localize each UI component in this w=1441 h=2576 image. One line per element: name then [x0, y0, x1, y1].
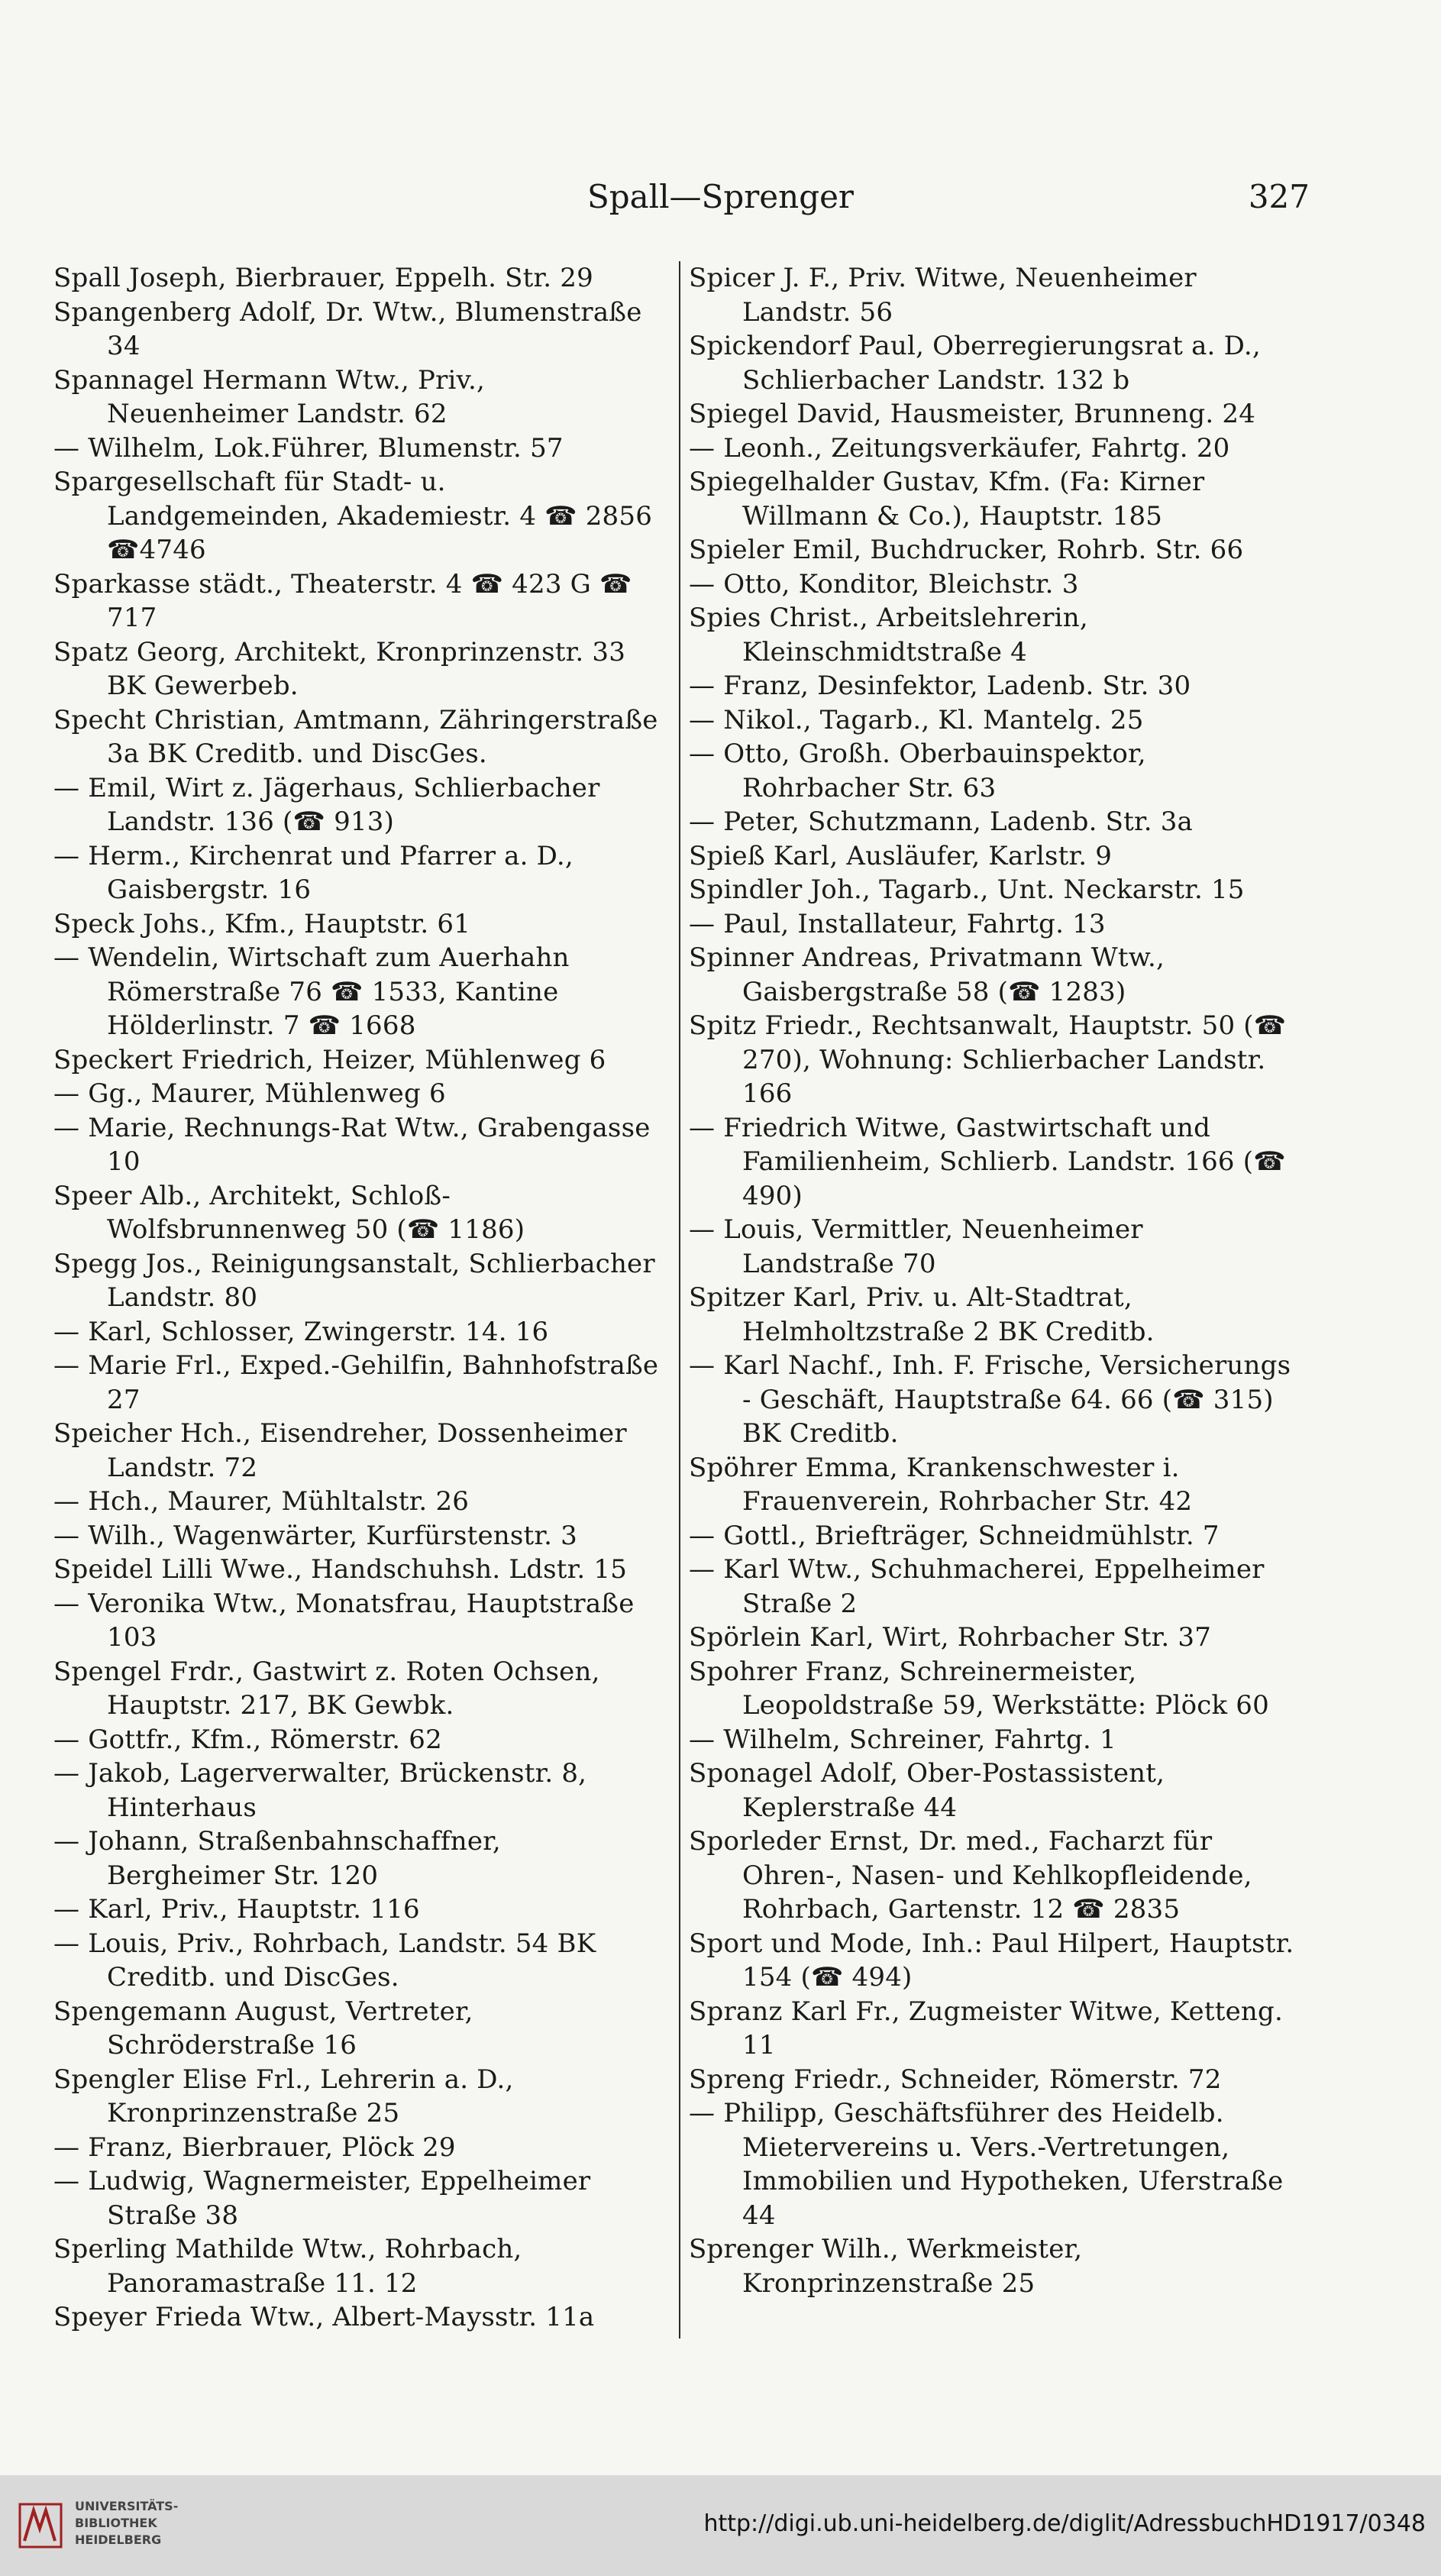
directory-entry: Speckert Friedrich, Heizer, Mühlenweg 6 — [53, 1044, 606, 1075]
directory-entry: — Franz, Bierbrauer, Plöck 29 — [53, 2132, 456, 2163]
directory-entry: — Karl Nachf., Inh. F. Frische, Versicherungs - Geschäft, Hauptstraße 64. 66 (☎ 315) BK Creditb. — [689, 1350, 1291, 1449]
directory-entry: Spinner Andreas, Privatmann Wtw., Gaisbergstraße 58 (☎ 1283) — [689, 942, 1165, 1007]
directory-entry: — Otto, Konditor, Bleichstr. 3 — [689, 568, 1079, 600]
directory-entry: — Friedrich Witwe, Gastwirtschaft und Familienheim, Schlierb. Landstr. 166 (☎ 490) — [689, 1112, 1286, 1211]
directory-entry: — Emil, Wirt z. Jägerhaus, Schlierbacher Landstr. 136 (☎ 913) — [53, 772, 600, 837]
directory-entry: Spies Christ., Arbeitslehrerin, Kleinschmidtstraße 4 — [689, 603, 1088, 667]
directory-entry: Speck Johs., Kfm., Hauptstr. 61 — [53, 908, 471, 939]
footer-bar — [0, 2475, 1441, 2576]
directory-entry: Spieler Emil, Buchdrucker, Rohrb. Str. 66 — [689, 535, 1244, 565]
directory-entry: — Franz, Desinfektor, Ladenb. Str. 30 — [689, 671, 1191, 701]
directory-entry: Sporleder Ernst, Dr. med., Facharzt für Ohren-, Nasen- und Kehlkopfleidende, Rohrbach, Gartenstr. 12 ☎ 2835 — [689, 1826, 1252, 1925]
column-divider — [679, 261, 680, 2338]
directory-entry: Spöhrer Emma, Krankenschwester i. Frauenverein, Rohrbacher Str. 42 — [689, 1452, 1193, 1517]
directory-entry: Spall Joseph, Bierbrauer, Eppelh. Str. 29 — [53, 263, 593, 293]
directory-entry: — Wendelin, Wirtschaft zum Auerhahn Römerstraße 76 ☎ 1533, Kantine Hölderlinstr. 7 ☎ 1668 — [53, 942, 570, 1041]
directory-entry: — Gg., Maurer, Mühlenweg 6 — [53, 1078, 446, 1109]
directory-entry: Speer Alb., Architekt, Schloß-Wolfsbrunnenweg 50 (☎ 1186) — [53, 1180, 525, 1245]
directory-entry: Spieß Karl, Ausläufer, Karlstr. 9 — [689, 840, 1113, 871]
directory-entry: Spengler Elise Frl., Lehrerin a. D., Kronprinzenstraße 25 — [53, 2064, 514, 2128]
directory-entry: Spengel Frdr., Gastwirt z. Roten Ochsen, Hauptstr. 217, BK Gewbk. — [53, 1656, 600, 1721]
directory-entry: — Karl, Priv., Hauptstr. 116 — [53, 1894, 420, 1925]
directory-entry: — Wilh., Wagenwärter, Kurfürstenstr. 3 — [53, 1520, 577, 1551]
directory-entry: Spengemann August, Vertreter, Schröderstraße 16 — [53, 1996, 473, 2060]
directory-entry: — Wilhelm, Lok.Führer, Blumenstr. 57 — [53, 432, 564, 464]
library-name-line: UNIVERSITÄTS- — [75, 2499, 179, 2513]
directory-entry: — Marie, Rechnungs-Rat Wtw., Grabengasse 10 — [53, 1112, 651, 1177]
directory-entry: Spicer J. F., Priv. Witwe, Neuenheimer Landstr. 56 — [689, 263, 1197, 328]
page-header — [0, 174, 1441, 220]
directory-entry: — Leonh., Zeitungsverkäufer, Fahrtg. 20 — [689, 432, 1230, 464]
directory-entry: — Hch., Maurer, Mühltalstr. 26 — [53, 1486, 470, 1517]
directory-entry: Spitz Friedr., Rechtsanwalt, Hauptstr. 50 (☎ 270), Wohnung: Schlierbacher Landstr. 166 — [689, 1010, 1287, 1109]
directory-entry: — Karl, Schlosser, Zwingerstr. 14. 16 — [53, 1316, 549, 1347]
directory-entry: — Karl Wtw., Schuhmacherei, Eppelheimer Straße 2 — [689, 1554, 1265, 1619]
directory-entry: Spangenberg Adolf, Dr. Wtw., Blumenstraße 34 — [53, 296, 642, 361]
directory-entry: Sponagel Adolf, Ober-Postassistent, Keplerstraße 44 — [689, 1758, 1165, 1823]
directory-entry: — Otto, Großh. Oberbauinspektor, Rohrbacher Str. 63 — [689, 739, 1146, 803]
library-name-line: BIBLIOTHEK — [75, 2516, 157, 2530]
directory-entry: Sparkasse städt., Theaterstr. 4 ☎ 423 G ☎ 717 — [53, 568, 632, 633]
directory-entry: — Paul, Installateur, Fahrtg. 13 — [689, 908, 1106, 939]
directory-entry: — Ludwig, Wagnermeister, Eppelheimer Straße 38 — [53, 2166, 591, 2231]
directory-entry: Spindler Joh., Tagarb., Unt. Neckarstr. 15 — [689, 874, 1245, 905]
directory-entry: — Peter, Schutzmann, Ladenb. Str. 3a — [689, 806, 1194, 837]
directory-entry: — Nikol., Tagarb., Kl. Mantelg. 25 — [689, 704, 1144, 735]
directory-entry: Speidel Lilli Wwe., Handschuhsh. Ldstr. 15 — [53, 1554, 628, 1585]
source-url-link[interactable]: http://digi.ub.uni-heidelberg.de/diglit/AdressbuchHD1917/0348 — [703, 2510, 1426, 2537]
directory-entry: — Johann, Straßenbahnschaffner, Bergheimer Str. 120 — [53, 1826, 501, 1891]
library-name — [75, 2498, 178, 2549]
directory-entry: Spegg Jos., Reinigungsanstalt, Schlierbacher Landstr. 80 — [53, 1248, 655, 1313]
directory-entry: Speicher Hch., Eisendreher, Dossenheimer Landstr. 72 — [53, 1418, 627, 1483]
directory-entry: — Jakob, Lagerverwalter, Brückenstr. 8, Hinterhaus — [53, 1758, 587, 1823]
library-name-line: HEIDELBERG — [75, 2532, 162, 2547]
directory-entry: Sport und Mode, Inh.: Paul Hilpert, Hauptstr. 154 (☎ 494) — [689, 1928, 1294, 1993]
left-column — [53, 261, 664, 2338]
directory-entry: — Louis, Priv., Rohrbach, Landstr. 54 BK Creditb. und DiscGes. — [53, 1928, 596, 1993]
directory-entry: Spatz Georg, Architekt, Kronprinzenstr. 33 BK Gewerbeb. — [53, 636, 626, 701]
directory-entry: — Veronika Wtw., Monatsfrau, Hauptstraße 103 — [53, 1588, 635, 1653]
directory-entry: — Gottfr., Kfm., Römerstr. 62 — [53, 1724, 442, 1755]
directory-entry: Sprenger Wilh., Werkmeister, Kronprinzenstraße 25 — [689, 2234, 1083, 2299]
page-number: 327 — [1248, 178, 1310, 215]
directory-entry: Spreng Friedr., Schneider, Römerstr. 72 — [689, 2064, 1222, 2095]
directory-entry: — Herm., Kirchenrat und Pfarrer a. D., Gaisbergstr. 16 — [53, 840, 573, 905]
directory-entry: Sperling Mathilde Wtw., Rohrbach, Panoramastraße 11. 12 — [53, 2234, 522, 2299]
directory-entry: Spiegel David, Hausmeister, Brunneng. 24 — [689, 399, 1256, 429]
right-column — [689, 261, 1300, 2338]
directory-entry: — Wilhelm, Schreiner, Fahrtg. 1 — [689, 1724, 1116, 1755]
directory-entry: Spranz Karl Fr., Zugmeister Witwe, Ketteng. 11 — [689, 1996, 1283, 2060]
library-logo-icon — [17, 2498, 64, 2552]
directory-entry: — Marie Frl., Exped.-Gehilfin, Bahnhofstraße 27 — [53, 1350, 659, 1415]
directory-entry: Spiegelhalder Gustav, Kfm. (Fa: Kirner Willmann & Co.), Hauptstr. 185 — [689, 467, 1205, 532]
running-head: Spall—Sprenger — [586, 178, 855, 215]
directory-entry: Spohrer Franz, Schreinermeister, Leopoldstraße 59, Werkstätte: Plöck 60 — [689, 1656, 1269, 1721]
directory-entry: Spitzer Karl, Priv. u. Alt-Stadtrat, Helmholtzstraße 2 BK Creditb. — [689, 1282, 1155, 1347]
directory-entry: Spargesellschaft für Stadt- u. Landgemeinden, Akademiestr. 4 ☎ 2856 ☎4746 — [53, 467, 653, 565]
directory-entry: — Louis, Vermittler, Neuenheimer Landstraße 70 — [689, 1214, 1143, 1279]
directory-entry: Spörlein Karl, Wirt, Rohrbacher Str. 37 — [689, 1622, 1212, 1653]
directory-entry: — Philipp, Geschäftsführer des Heidelb. Mietervereins u. Vers.-Vertretungen, Immobilien und Hypotheken, Uferstraße 44 — [689, 2098, 1284, 2231]
directory-entry: — Gottl., Briefträger, Schneidmühlstr. 7 — [689, 1520, 1220, 1551]
directory-entry: Specht Christian, Amtmann, Zähringerstraße 3a BK Creditb. und DiscGes. — [53, 704, 658, 769]
directory-entry: Speyer Frieda Wtw., Albert-Maysstr. 11a — [53, 2302, 595, 2332]
directory-entry: Spannagel Hermann Wtw., Priv., Neuenheimer Landstr. 62 — [53, 364, 485, 429]
directory-entry: Spickendorf Paul, Oberregierungsrat a. D., Schlierbacher Landstr. 132 b — [689, 331, 1261, 396]
